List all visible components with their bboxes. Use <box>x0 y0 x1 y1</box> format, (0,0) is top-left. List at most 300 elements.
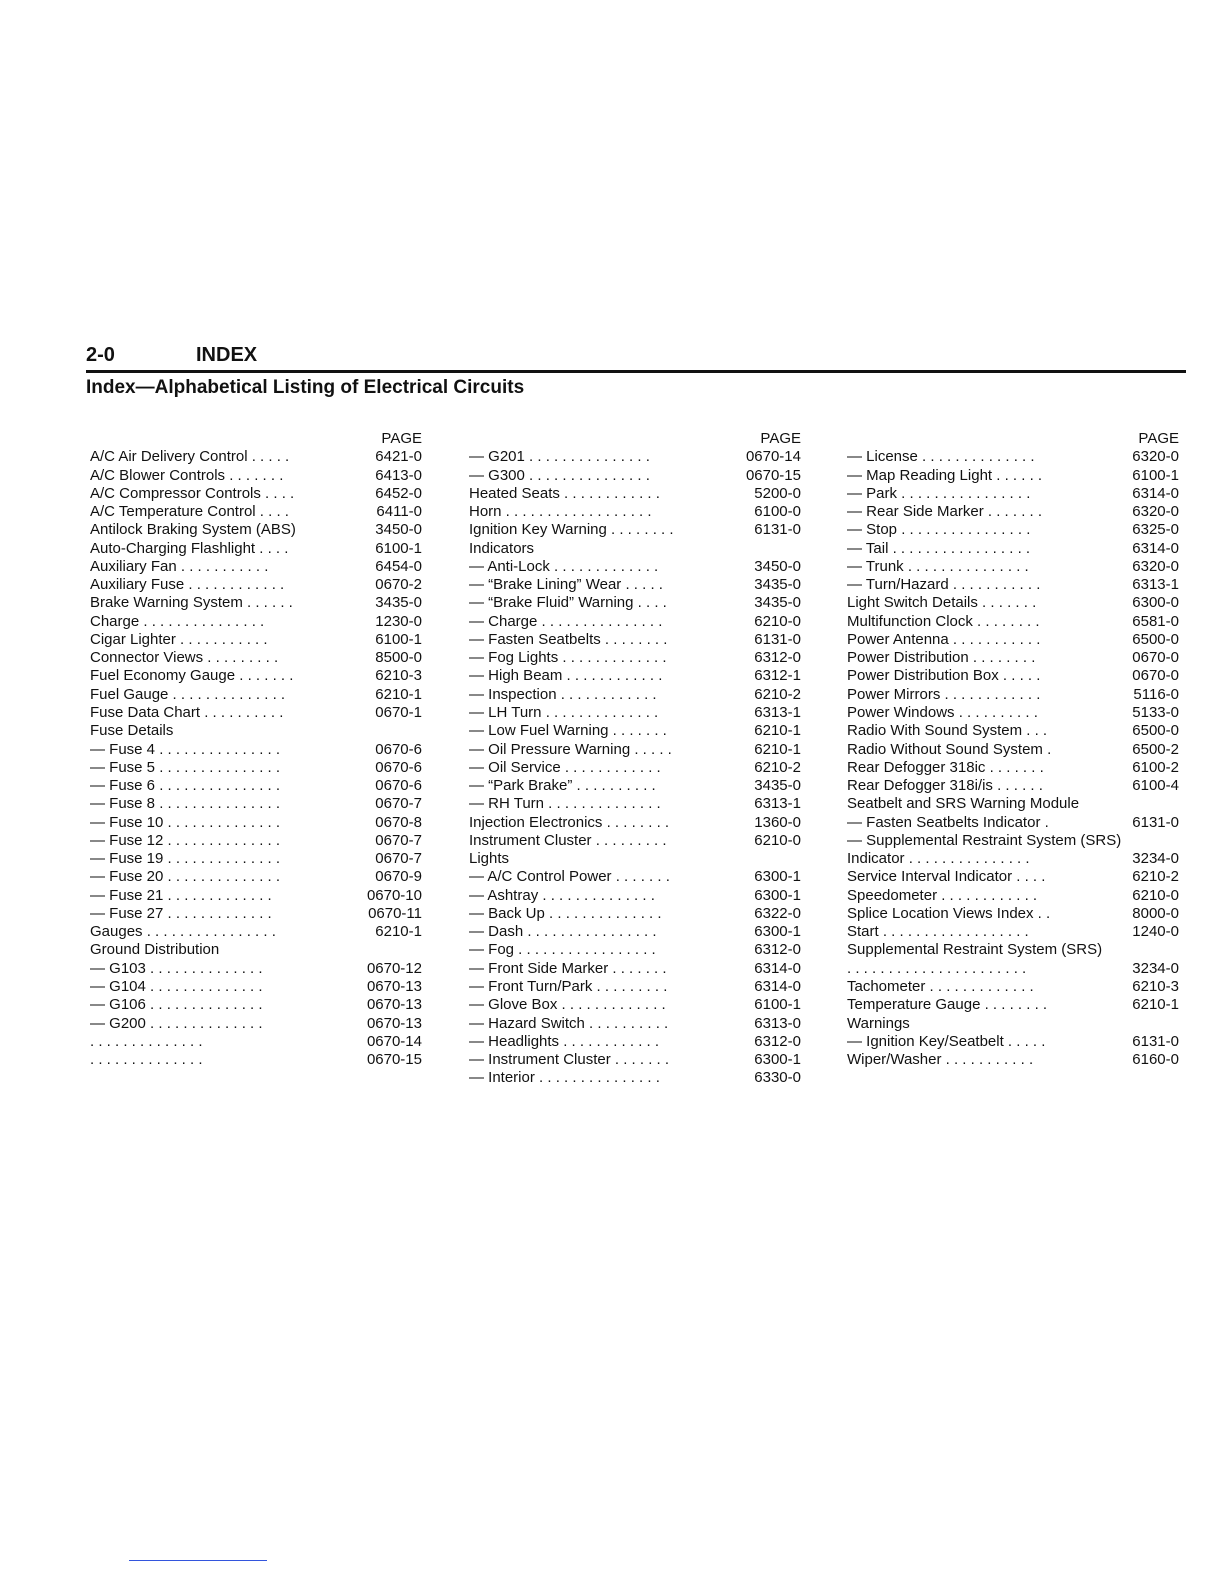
entry-label: — Map Reading Light . . . . . . <box>847 466 1043 484</box>
index-entry <box>90 704 422 722</box>
entry-page-number: 6100-2 <box>1132 758 1179 776</box>
entry-label: Charge . . . . . . . . . . . . . . . <box>90 612 265 630</box>
index-entry <box>90 741 422 759</box>
entry-label: — Fog . . . . . . . . . . . . . . . . . <box>469 941 656 959</box>
entry-label: Rear Defogger 318ic . . . . . . . <box>847 758 1044 776</box>
index-entry <box>847 649 1179 667</box>
entry-page-number: 6100-4 <box>1132 777 1179 795</box>
entry-label: — Front Turn/Park . . . . . . . . . <box>469 977 668 995</box>
index-entry <box>90 540 422 558</box>
entry-page-number: 0670-11 <box>368 904 422 922</box>
entry-page-number: 0670-7 <box>375 795 422 813</box>
entry-label: Lights <box>469 850 510 868</box>
entry-page-number: 5200-0 <box>754 484 801 502</box>
entry-label: Fuel Gauge . . . . . . . . . . . . . . <box>90 685 286 703</box>
entry-page-number: 3450-0 <box>375 521 422 539</box>
index-entry <box>90 667 422 685</box>
entry-page-number: 6210-3 <box>375 667 422 685</box>
index-entry <box>847 631 1179 649</box>
index-entry <box>469 905 801 923</box>
entry-label: — A/C Control Power . . . . . . . <box>469 868 670 886</box>
entry-page-number: 6210-2 <box>754 758 801 776</box>
index-entry <box>469 741 801 759</box>
entry-label: Radio With Sound System . . . <box>847 722 1048 740</box>
entry-label: — Oil Pressure Warning . . . . . <box>469 740 672 758</box>
index-entry <box>847 521 1179 539</box>
entry-label: Start . . . . . . . . . . . . . . . . . . <box>847 923 1029 941</box>
index-entry <box>847 1015 1179 1033</box>
index-entry <box>847 795 1179 813</box>
index-entry <box>469 540 801 558</box>
page-column-heading: PAGE <box>760 430 801 447</box>
entry-label: Light Switch Details . . . . . . . <box>847 594 1037 612</box>
entry-page-number: 6313-1 <box>1132 576 1179 594</box>
entry-page-number: 6210-0 <box>754 831 801 849</box>
entry-page-number: 0670-14 <box>366 1032 422 1050</box>
index-entry <box>469 850 801 868</box>
entry-page-number: 6300-1 <box>754 886 801 904</box>
entry-label: Power Distribution Box . . . . . <box>847 667 1041 685</box>
entry-label: Radio Without Sound System . <box>847 740 1052 758</box>
entry-page-number: 6411-0 <box>376 503 422 521</box>
entry-label: A/C Blower Controls . . . . . . . <box>90 466 284 484</box>
entry-label: Auxiliary Fan . . . . . . . . . . . <box>90 557 269 575</box>
entry-page-number: 6210-0 <box>754 612 801 630</box>
entry-label: — Interior . . . . . . . . . . . . . . . <box>469 1069 660 1087</box>
index-entry <box>90 448 422 466</box>
entry-label: — Instrument Cluster . . . . . . . <box>469 1051 670 1069</box>
index-entry <box>847 978 1179 996</box>
index-column-2 <box>469 430 801 1088</box>
section-title: INDEX <box>196 344 258 366</box>
index-entry <box>847 868 1179 886</box>
entry-label: Seatbelt and SRS Warning Module <box>847 795 1080 813</box>
entry-label: — Headlights . . . . . . . . . . . . <box>469 1032 660 1050</box>
entry-label: Tachometer . . . . . . . . . . . . . <box>847 977 1034 995</box>
entry-page-number: 3435-0 <box>754 594 801 612</box>
entry-page-number: 0670-12 <box>366 959 422 977</box>
index-entry <box>469 558 801 576</box>
index-entry <box>469 941 801 959</box>
index-entry <box>90 649 422 667</box>
index-column-1 <box>90 430 422 1069</box>
entry-page-number: 0670-15 <box>745 466 801 484</box>
index-entry <box>469 521 801 539</box>
entry-page-number: 6210-1 <box>375 685 422 703</box>
index-entry <box>847 558 1179 576</box>
entry-page-number: 6581-0 <box>1132 612 1179 630</box>
entry-page-number: 3435-0 <box>754 777 801 795</box>
entry-label: — Fuse 27 . . . . . . . . . . . . . <box>90 904 272 922</box>
index-entry <box>847 613 1179 631</box>
index-entry <box>90 467 422 485</box>
entry-label: Wiper/Washer . . . . . . . . . . . <box>847 1051 1034 1069</box>
entry-page-number: 6313-0 <box>754 1014 801 1032</box>
index-entry <box>847 905 1179 923</box>
entry-label: . . . . . . . . . . . . . . <box>90 1032 203 1050</box>
index-entry <box>469 795 801 813</box>
entry-page-number: 6500-2 <box>1132 740 1179 758</box>
index-entry <box>90 503 422 521</box>
index-entry <box>469 594 801 612</box>
entry-page-number: 6313-1 <box>754 795 801 813</box>
entry-label: — Oil Service . . . . . . . . . . . . <box>469 758 661 776</box>
index-entry <box>847 448 1179 466</box>
entry-page-number: 6210-2 <box>754 685 801 703</box>
index-entry <box>469 576 801 594</box>
entry-page-number: 6312-1 <box>754 667 801 685</box>
entry-label: — Tail . . . . . . . . . . . . . . . . . <box>847 539 1031 557</box>
entry-label: Ground Distribution <box>90 941 220 959</box>
bottom-divider <box>129 1560 267 1561</box>
index-entry <box>847 722 1179 740</box>
entry-page-number: 6322-0 <box>754 904 801 922</box>
index-entry <box>847 814 1179 832</box>
entry-label: — Charge . . . . . . . . . . . . . . . <box>469 612 663 630</box>
entry-label: — Dash . . . . . . . . . . . . . . . . <box>469 923 657 941</box>
entry-label: — Rear Side Marker . . . . . . . <box>847 503 1043 521</box>
entry-page-number: 1240-0 <box>1132 923 1179 941</box>
entry-page-number: 6210-1 <box>754 740 801 758</box>
entry-page-number: 6100-0 <box>754 503 801 521</box>
entry-label: — Supplemental Restraint System (SRS) <box>847 831 1122 849</box>
entry-page-number: 6314-0 <box>1132 484 1179 502</box>
entry-label: Power Windows . . . . . . . . . . <box>847 703 1038 721</box>
entry-label: — Stop . . . . . . . . . . . . . . . . <box>847 521 1031 539</box>
index-entry <box>90 631 422 649</box>
entry-label: — G200 . . . . . . . . . . . . . . <box>90 1014 263 1032</box>
entry-page-number: 6325-0 <box>1132 521 1179 539</box>
entry-page-number: 0670-6 <box>375 777 422 795</box>
entry-page-number: 6500-0 <box>1132 630 1179 648</box>
entry-page-number: 6320-0 <box>1132 448 1179 466</box>
entry-label: A/C Temperature Control . . . . <box>90 503 289 521</box>
entry-label: Gauges . . . . . . . . . . . . . . . . <box>90 923 276 941</box>
entry-page-number: 0670-0 <box>1132 667 1179 685</box>
index-entry <box>469 814 801 832</box>
entry-label: . . . . . . . . . . . . . . . . . . . . . . <box>847 959 1027 977</box>
index-entry <box>847 576 1179 594</box>
entry-page-number: 0670-2 <box>375 576 422 594</box>
index-entry <box>469 996 801 1014</box>
entry-page-number: 0670-14 <box>745 448 801 466</box>
entry-label: — Fuse 20 . . . . . . . . . . . . . . <box>90 868 281 886</box>
entry-label: A/C Air Delivery Control . . . . . <box>90 448 290 466</box>
entry-page-number: 3234-0 <box>1132 959 1179 977</box>
index-entry <box>90 1051 422 1069</box>
index-entry <box>90 1015 422 1033</box>
entry-page-number: 6300-0 <box>1132 594 1179 612</box>
entry-label: — Front Side Marker . . . . . . . <box>469 959 667 977</box>
entry-label: — Trunk . . . . . . . . . . . . . . . <box>847 557 1029 575</box>
entry-label: — License . . . . . . . . . . . . . . <box>847 448 1035 466</box>
entry-page-number: 6100-1 <box>375 630 422 648</box>
entry-page-number: 0670-13 <box>366 977 422 995</box>
index-entry <box>847 1033 1179 1051</box>
entry-page-number: 6100-1 <box>1132 466 1179 484</box>
entry-label: Auto-Charging Flashlight . . . . <box>90 539 289 557</box>
section-number: 2-0 <box>86 344 115 366</box>
entry-page-number: 6320-0 <box>1132 503 1179 521</box>
entry-label: Injection Electronics . . . . . . . . <box>469 813 670 831</box>
index-entry <box>90 795 422 813</box>
entry-label: — Back Up . . . . . . . . . . . . . . <box>469 904 662 922</box>
entry-page-number: 6100-1 <box>754 996 801 1014</box>
index-entry <box>90 923 422 941</box>
index-entry <box>847 996 1179 1014</box>
entry-page-number: 6300-1 <box>754 868 801 886</box>
page-header <box>86 344 1186 373</box>
entry-label: Supplemental Restraint System (SRS) <box>847 941 1103 959</box>
entry-page-number: 6454-0 <box>375 557 422 575</box>
page-column-heading: PAGE <box>1138 430 1179 447</box>
entry-page-number: 6210-1 <box>754 722 801 740</box>
index-entry <box>469 1051 801 1069</box>
entry-page-number: 1360-0 <box>754 813 801 831</box>
index-entry <box>469 960 801 978</box>
index-entry <box>90 996 422 1014</box>
entry-label: Speedometer . . . . . . . . . . . . <box>847 886 1038 904</box>
entry-label: — G300 . . . . . . . . . . . . . . . <box>469 466 650 484</box>
index-entry <box>469 631 801 649</box>
index-entry <box>847 540 1179 558</box>
entry-label: . . . . . . . . . . . . . . <box>90 1051 203 1069</box>
entry-label: — Fuse 10 . . . . . . . . . . . . . . <box>90 813 281 831</box>
index-entry <box>847 704 1179 722</box>
index-entry <box>469 503 801 521</box>
index-entry <box>469 923 801 941</box>
entry-label: — Fasten Seatbelts Indicator . <box>847 813 1049 831</box>
entry-label: — Fuse 6 . . . . . . . . . . . . . . . <box>90 777 281 795</box>
index-entry <box>847 503 1179 521</box>
entry-label: Instrument Cluster . . . . . . . . . <box>469 831 667 849</box>
entry-label: Multifunction Clock . . . . . . . . <box>847 612 1040 630</box>
entry-page-number: 0670-6 <box>375 758 422 776</box>
entry-label: — G201 . . . . . . . . . . . . . . . <box>469 448 650 466</box>
entry-page-number: 6312-0 <box>754 941 801 959</box>
entry-page-number: 0670-13 <box>366 1014 422 1032</box>
index-entry <box>847 832 1179 850</box>
entry-page-number: 6421-0 <box>375 448 422 466</box>
index-entry <box>847 686 1179 704</box>
index-entry <box>469 868 801 886</box>
entry-page-number: 0670-8 <box>375 813 422 831</box>
entry-label: — Turn/Hazard . . . . . . . . . . . <box>847 576 1041 594</box>
entry-page-number: 3450-0 <box>754 557 801 575</box>
entry-label: — Fuse 12 . . . . . . . . . . . . . . <box>90 831 281 849</box>
index-entry <box>90 777 422 795</box>
entry-page-number: 6300-1 <box>754 923 801 941</box>
index-entry <box>90 978 422 996</box>
index-entry <box>847 941 1179 959</box>
entry-page-number: 6330-0 <box>754 1069 801 1087</box>
entry-label: Auxiliary Fuse . . . . . . . . . . . . <box>90 576 285 594</box>
entry-page-number: 3435-0 <box>375 594 422 612</box>
page-column-heading: PAGE <box>381 430 422 447</box>
entry-page-number: 0670-6 <box>375 740 422 758</box>
entry-page-number: 0670-10 <box>366 886 422 904</box>
index-entry <box>847 850 1179 868</box>
entry-label: Brake Warning System . . . . . . <box>90 594 293 612</box>
index-entry <box>469 887 801 905</box>
entry-page-number: 6314-0 <box>754 959 801 977</box>
entry-page-number: 8000-0 <box>1132 904 1179 922</box>
entry-page-number: 6210-0 <box>1132 886 1179 904</box>
index-entry <box>469 722 801 740</box>
index-entry <box>90 814 422 832</box>
index-entry <box>90 485 422 503</box>
entry-label: Heated Seats . . . . . . . . . . . . <box>469 484 660 502</box>
index-entry <box>90 905 422 923</box>
entry-page-number: 6500-0 <box>1132 722 1179 740</box>
entry-page-number: 5116-0 <box>1133 685 1179 703</box>
index-entry <box>469 649 801 667</box>
entry-page-number: 6314-0 <box>754 977 801 995</box>
entry-label: — Ignition Key/Seatbelt . . . . . <box>847 1032 1046 1050</box>
entry-label: Indicator . . . . . . . . . . . . . . . <box>847 850 1030 868</box>
entry-label: — Anti-Lock . . . . . . . . . . . . . <box>469 557 659 575</box>
entry-page-number: 6131-0 <box>754 521 801 539</box>
entry-page-number: 6100-1 <box>375 539 422 557</box>
entry-page-number: 0670-9 <box>375 868 422 886</box>
index-entry <box>469 613 801 631</box>
index-entry <box>90 868 422 886</box>
entry-label: Fuse Details <box>90 722 174 740</box>
entry-label: — Fog Lights . . . . . . . . . . . . . <box>469 649 667 667</box>
index-entry <box>469 686 801 704</box>
entry-label: Ignition Key Warning . . . . . . . . <box>469 521 674 539</box>
index-entry <box>90 722 422 740</box>
index-entry <box>90 1033 422 1051</box>
entry-label: — “Brake Lining” Wear . . . . . <box>469 576 663 594</box>
entry-page-number: 5133-0 <box>1132 703 1179 721</box>
index-entry <box>469 1033 801 1051</box>
index-entry <box>90 686 422 704</box>
index-entry <box>847 923 1179 941</box>
entry-label: — Park . . . . . . . . . . . . . . . . <box>847 484 1031 502</box>
index-entry <box>469 832 801 850</box>
index-entry <box>847 594 1179 612</box>
index-entry <box>847 1051 1179 1069</box>
entry-page-number: 3234-0 <box>1132 850 1179 868</box>
index-entry <box>90 941 422 959</box>
entry-label: Power Mirrors . . . . . . . . . . . . <box>847 685 1041 703</box>
entry-label: Temperature Gauge . . . . . . . . <box>847 996 1048 1014</box>
entry-label: Power Antenna . . . . . . . . . . . <box>847 630 1041 648</box>
entry-page-number: 6131-0 <box>1132 1032 1179 1050</box>
page-title: Index—Alphabetical Listing of Electrical Circuits <box>86 377 525 398</box>
index-entry <box>847 887 1179 905</box>
entry-page-number: 0670-7 <box>375 831 422 849</box>
entry-label: — Low Fuel Warning . . . . . . . <box>469 722 667 740</box>
index-entry <box>90 576 422 594</box>
entry-label: — Fuse 4 . . . . . . . . . . . . . . . <box>90 740 281 758</box>
index-entry <box>847 960 1179 978</box>
entry-label: — G104 . . . . . . . . . . . . . . <box>90 977 263 995</box>
entry-page-number: 6210-3 <box>1132 977 1179 995</box>
index-entry <box>90 558 422 576</box>
entry-page-number: 6160-0 <box>1132 1051 1179 1069</box>
entry-label: — Ashtray . . . . . . . . . . . . . . <box>469 886 655 904</box>
entry-label: Fuse Data Chart . . . . . . . . . . <box>90 703 284 721</box>
entry-label: — Fuse 8 . . . . . . . . . . . . . . . <box>90 795 281 813</box>
entry-page-number: 0670-1 <box>375 703 422 721</box>
entry-label: Splice Location Views Index . . <box>847 904 1051 922</box>
entry-page-number: 6313-1 <box>754 703 801 721</box>
entry-page-number: 6131-0 <box>1132 813 1179 831</box>
entry-page-number: 6300-1 <box>754 1051 801 1069</box>
index-entry <box>847 777 1179 795</box>
entry-label: Indicators <box>469 539 535 557</box>
index-entry <box>90 887 422 905</box>
index-entry <box>90 613 422 631</box>
entry-page-number: 0670-0 <box>1132 649 1179 667</box>
entry-page-number: 0670-15 <box>366 1051 422 1069</box>
entry-label: — High Beam . . . . . . . . . . . . <box>469 667 663 685</box>
index-entry <box>469 777 801 795</box>
entry-page-number: 6452-0 <box>375 484 422 502</box>
entry-page-number: 6312-0 <box>754 649 801 667</box>
index-entry <box>90 850 422 868</box>
index-entry <box>90 960 422 978</box>
entry-label: — Glove Box . . . . . . . . . . . . . <box>469 996 666 1014</box>
index-entry <box>847 467 1179 485</box>
entry-page-number: 8500-0 <box>375 649 422 667</box>
index-column-3 <box>847 430 1179 1069</box>
index-entry <box>847 485 1179 503</box>
entry-label: — “Brake Fluid” Warning . . . . <box>469 594 667 612</box>
entry-label: — Fuse 21 . . . . . . . . . . . . . <box>90 886 272 904</box>
index-entry <box>90 832 422 850</box>
entry-label: — Inspection . . . . . . . . . . . . <box>469 685 657 703</box>
index-entry <box>469 448 801 466</box>
entry-page-number: 6210-2 <box>1132 868 1179 886</box>
entry-page-number: 6314-0 <box>1132 539 1179 557</box>
index-entry <box>90 521 422 539</box>
entry-label: — G103 . . . . . . . . . . . . . . <box>90 959 263 977</box>
index-entry <box>90 594 422 612</box>
index-entry <box>847 741 1179 759</box>
index-entry <box>469 485 801 503</box>
entry-label: Horn . . . . . . . . . . . . . . . . . . <box>469 503 652 521</box>
index-entry <box>469 704 801 722</box>
entry-label: Service Interval Indicator . . . . <box>847 868 1046 886</box>
entry-page-number: 0670-7 <box>375 850 422 868</box>
entry-label: — Fasten Seatbelts . . . . . . . . <box>469 630 668 648</box>
entry-label: Cigar Lighter . . . . . . . . . . . <box>90 630 268 648</box>
entry-page-number: 6210-1 <box>1132 996 1179 1014</box>
index-entry <box>469 1069 801 1087</box>
entry-page-number: 6210-1 <box>375 923 422 941</box>
entry-page-number: 1230-0 <box>375 612 422 630</box>
entry-label: — “Park Brake” . . . . . . . . . . <box>469 777 656 795</box>
entry-label: — G106 . . . . . . . . . . . . . . <box>90 996 263 1014</box>
entry-label: Power Distribution . . . . . . . . <box>847 649 1036 667</box>
entry-label: Fuel Economy Gauge . . . . . . . <box>90 667 294 685</box>
entry-page-number: 6131-0 <box>754 630 801 648</box>
entry-label: A/C Compressor Controls . . . . <box>90 484 295 502</box>
index-entry <box>469 759 801 777</box>
index-entry <box>847 667 1179 685</box>
entry-label: Warnings <box>847 1014 910 1032</box>
entry-label: Antilock Braking System (ABS) <box>90 521 296 539</box>
entry-label: — RH Turn . . . . . . . . . . . . . . <box>469 795 661 813</box>
index-entry <box>847 759 1179 777</box>
entry-label: — Fuse 19 . . . . . . . . . . . . . . <box>90 850 281 868</box>
entry-page-number: 6413-0 <box>375 466 422 484</box>
entry-label: Connector Views . . . . . . . . . <box>90 649 279 667</box>
entry-label: Rear Defogger 318i/is . . . . . . <box>847 777 1043 795</box>
